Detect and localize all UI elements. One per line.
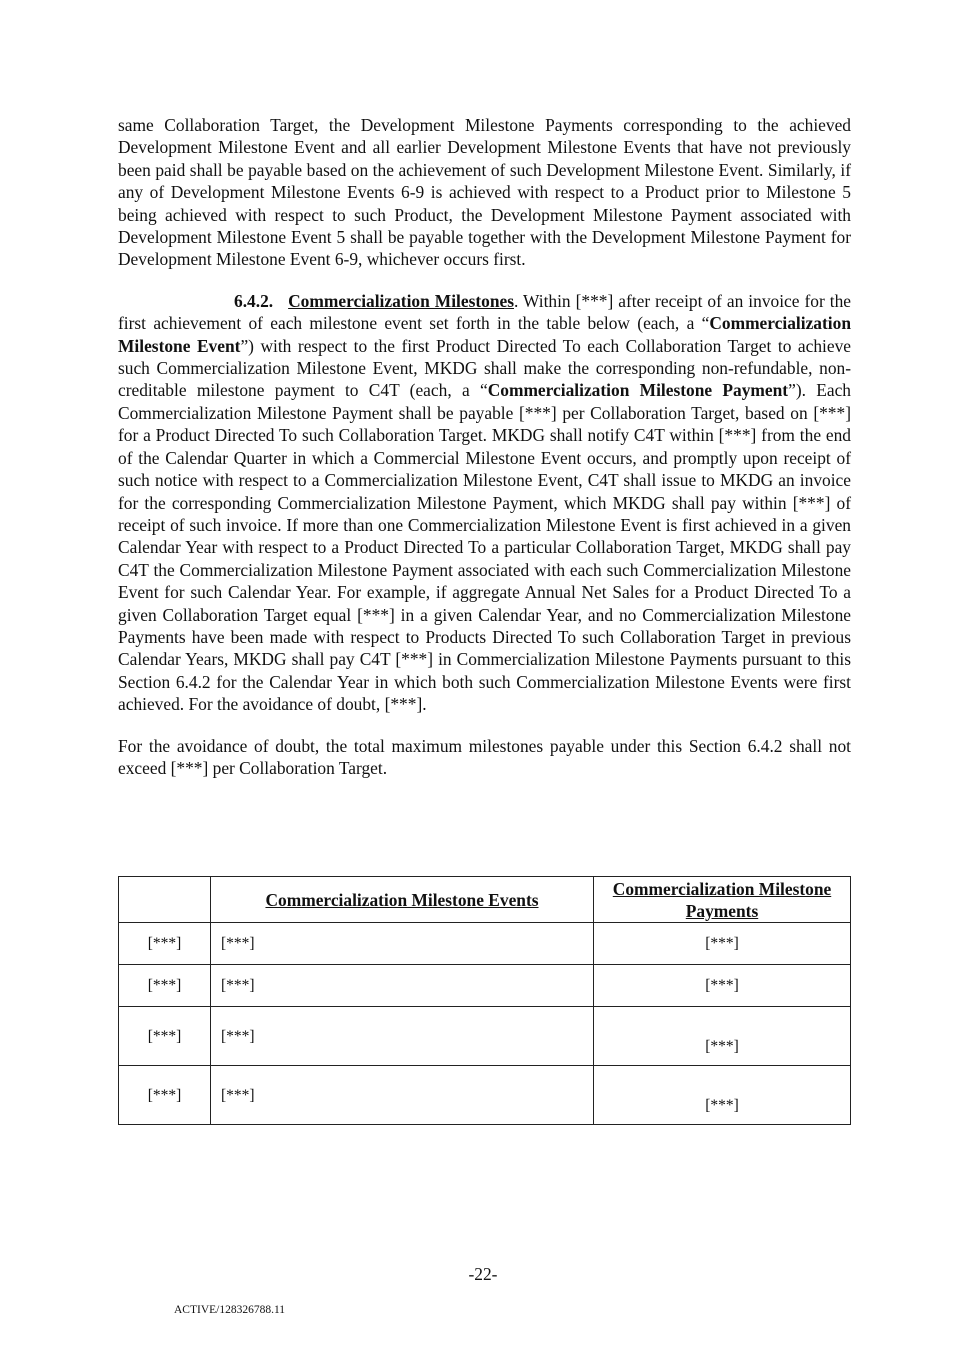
table-cell: [***]: [119, 1066, 211, 1125]
table-cell: [***]: [594, 1066, 851, 1125]
table-cell: [***]: [594, 923, 851, 965]
document-id: ACTIVE/128326788.11: [174, 1304, 286, 1316]
table-row: [119, 1066, 851, 1125]
defined-term-milestone-payment: Commercialization Milestone Payment: [487, 380, 789, 401]
table-header-events: [211, 877, 594, 923]
section-text-part-2: ”) with respect to the first Product Directed To each Collaboration Target to achieve such Commercialization Milestone Event, MKDG shall make the corresponding non-refundable, non-creditable milestone payment to C4T (each, a “: [118, 335, 852, 401]
table-cell: [***]: [119, 923, 211, 965]
paragraph-section-6-4-2: [118, 290, 851, 716]
paragraph-development-milestones-continued: same Collaboration Target, the Development Milestone Payments corresponding to the achieved Development Milestone Event and all earlier Development Milestone Events that have not previously been paid shall be payable based on the achievement of such Development Milestone Event. Similarly, if any of Development Milestone Events 6-9 is achieved with respect to a Product prior to Milestone 5 being achieved with respect to such Product, the Development Milestone Payment associated with Development Milestone Event 5 shall be payable together with the Development Milestone Payment for Development Milestone Event 6-9, whichever occurs first.: [118, 115, 851, 270]
header-payments-label: Commercialization Milestone Payments: [612, 878, 832, 921]
document-body: [118, 114, 851, 779]
paragraph-maximum-milestones: For the avoidance of doubt, the total maximum milestones payable under this Section 6.4.2 shall not exceed [***] per Collaboration Target.: [118, 735, 851, 778]
table-row: [119, 923, 851, 965]
table-header-payments: [594, 877, 851, 923]
table-row: [119, 965, 851, 1007]
table-cell: [***]: [211, 965, 594, 1007]
table-cell: [***]: [119, 965, 211, 1007]
section-text-part-3: ”). Each Commercialization Milestone Payment shall be payable [***] per Collaboration Target, based on [***] for a Product Directed To such Collaboration Target. MKDG shall notify C4T within [***] from the end of the Calendar Quarter in which a Commercial Milestone Event occurs, and promptly upon receipt of such notice with respect to a Commercialization Milestone Event, C4T shall issue to MKDG an invoice for the corresponding Commercialization Milestone Payment, which MKDG shall pay within [***] of receipt of such invoice. If more than one Commercialization Milestone Event is first achieved in a given Calendar Year with respect to a Product Directed To a particular Collaboration Target, MKDG shall pay C4T the Commercialization Milestone Payment associated with each such Commercialization Milestone Event for such Calendar Year. For example, if aggregate Annual Net Sales for a Product Directed To a given Collaboration Target equal [***] in a given Calendar Year, and no Commercialization Milestone Payments have been made with respect to Products Directed To such Collaboration Target in previous Calendar Years, MKDG shall pay C4T [***] in Commercialization Milestone Payments pursuant to this Section 6.4.2 for the Calendar Year in which both such Commercialization Milestone Events were first achieved. For the avoidance of doubt, [***].: [118, 380, 852, 715]
section-text-part-1: . Within [***] after receipt of an invoice for the first achievement of each milestone event set forth in the table below (each, a “: [118, 290, 852, 334]
table-header-row: [119, 877, 851, 923]
table-header-blank: [119, 877, 211, 923]
table-cell: [***]: [594, 965, 851, 1007]
table-cell: [***]: [119, 1007, 211, 1066]
table-row: [119, 1007, 851, 1066]
section-title: Commercialization Milestones: [288, 290, 514, 311]
commercialization-milestones-table: [118, 876, 851, 1125]
header-events-label: Commercialization Milestone Events: [265, 889, 539, 910]
table-cell: [***]: [211, 1007, 594, 1066]
table-cell: [***]: [211, 923, 594, 965]
section-number: 6.4.2.: [234, 290, 274, 311]
table-cell: [***]: [211, 1066, 594, 1125]
page-number: -22-: [468, 1264, 498, 1284]
table-cell: [***]: [594, 1007, 851, 1066]
defined-term-milestone-event: Commercialization Milestone Event: [118, 313, 851, 356]
